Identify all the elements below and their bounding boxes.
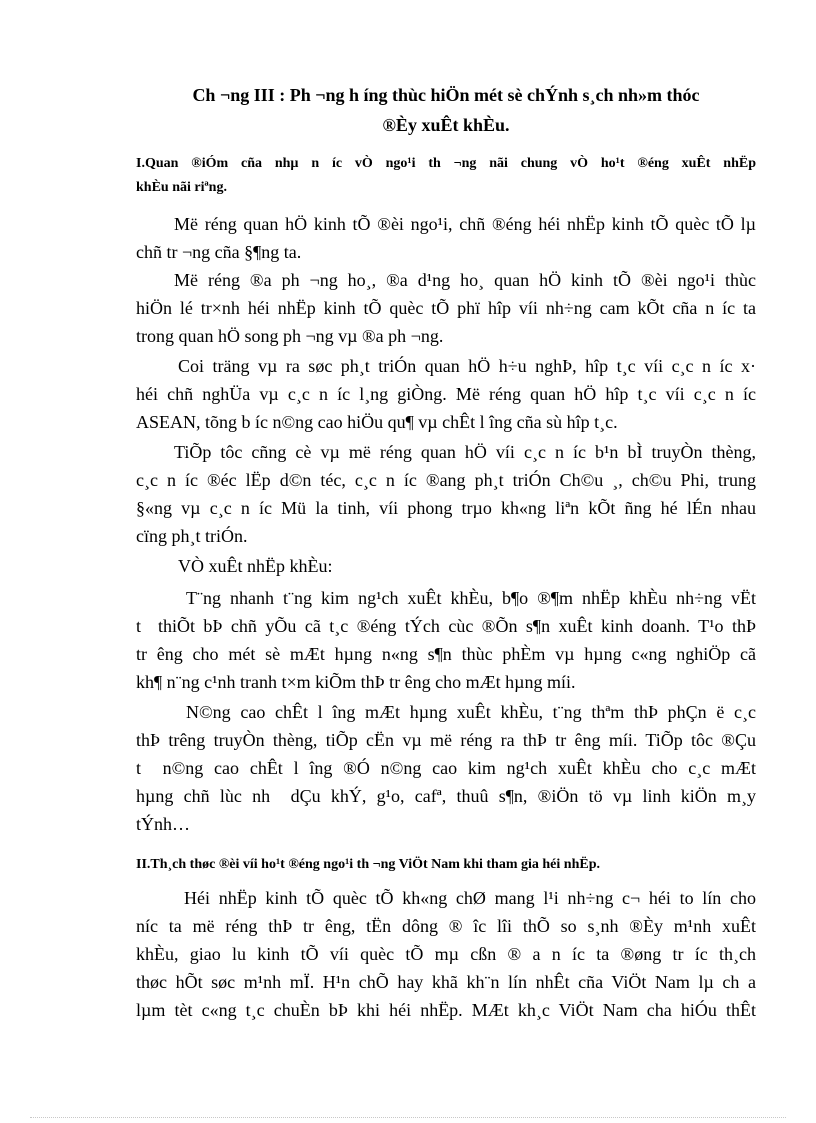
paragraph-line: tr êng cho mét sè mÆt hµng n«ng s¶n thùc phÈm vµ hµng c«ng nghiÖp cã xyxy=(136,644,756,664)
paragraph-line: thøc hÕt søc m¹nh mÏ. H¹n chÕ hay khã kh¨n lín nhÊt cña ViÖt Nam lµ ch a xyxy=(136,972,756,992)
paragraph-line: héi chñ nghÜa vµ c¸c n íc l¸ng giÒng. Më réng quan hÖ hîp t¸c víi c¸c n íc xyxy=(136,384,756,404)
paragraph-line: Më réng ®a ph ¬ng ho¸, ®a d¹ng ho¸ quan hÖ kinh tÕ ®èi ngo¹i thùc xyxy=(174,270,756,290)
paragraph-line: ASEAN, tõng b íc n©ng cao hiÖu qu¶ vµ chÊt l îng cña sù hîp t¸c. xyxy=(136,412,618,432)
paragraph-line: tÝnh… xyxy=(136,814,190,834)
page-bottom-divider xyxy=(30,1117,786,1118)
paragraph-line: t thiÕt bÞ chñ yÕu cã t¸c ®éng tÝch cùc ®Õn s¶n xuÊt kinh doanh. T¹o thÞ xyxy=(136,616,756,636)
paragraph-line: N©ng cao chÊt l îng mÆt hµng xuÊt khÈu, t¨ng thªm thÞ phÇn ë c¸c xyxy=(186,702,756,722)
paragraph-line: Héi nhËp kinh tÕ quèc tÕ kh«ng chØ mang l¹i nh÷ng c¬ héi to lín cho xyxy=(184,888,756,908)
paragraph-line: thÞ trêng truyÒn thèng, tiÕp cËn vµ më réng ra thÞ tr êng míi. TiÕp tôc ®Çu xyxy=(136,730,756,750)
section-1-heading-line-2: khÈu nãi riªng. xyxy=(136,180,227,195)
paragraph-line: cïng ph¸t triÓn. xyxy=(136,526,248,546)
paragraph-line: lµm tèt c«ng t¸c chuÈn bÞ khi héi nhËp. MÆt kh¸c ViÖt Nam cha hiÓu thÊt xyxy=(136,1000,756,1020)
chapter-title-line-1: Ch ¬ng III : Ph ¬ng h íng thùc hiÖn mét sè chÝnh s¸ch nh»m thóc xyxy=(192,85,700,105)
paragraph-line: Më réng quan hÖ kinh tÕ ®èi ngo¹i, chñ ®éng héi nhËp kinh tÕ quèc tÕ lµ xyxy=(174,214,756,234)
section-1-heading-line-1: I.Quan ®iÓm cña nhµ n íc vÒ ngo¹i th ¬ng nãi chung vÒ ho¹t ®éng xuÊt nhËp xyxy=(136,156,756,171)
paragraph-line: khÈu, giao lu kinh tÕ víi quèc tÕ mµ cßn ® a n íc ta ®øng tr íc th¸ch xyxy=(136,944,756,964)
paragraph-line: trong quan hÖ song ph ¬ng vµ ®a ph ¬ng. xyxy=(136,326,444,346)
paragraph-line: TiÕp tôc cñng cè vµ më réng quan hÖ víi c¸c n íc b¹n bÌ truyÒn thèng, xyxy=(174,442,756,462)
paragraph-line: VÒ xuÊt nhËp khÈu: xyxy=(178,556,333,576)
paragraph-line: níc ta më réng thÞ tr êng, tËn dông ® îc lîi thÕ so s¸nh ®Èy m¹nh xuÊt xyxy=(136,916,756,936)
paragraph-line: Coi träng vµ ra søc ph¸t triÓn quan hÖ h÷u nghÞ, hîp t¸c víi c¸c n íc x· xyxy=(178,356,756,376)
section-2-heading: II.Th¸ch thøc ®èi víi ho¹t ®éng ngo¹i th ¬ng ViÖt Nam khi tham gia héi nhËp. xyxy=(136,857,600,872)
paragraph-line: hiÖn lé tr×nh héi nhËp kinh tÕ quèc tÕ phï hîp víi nh÷ng cam kÕt cña n íc ta xyxy=(136,298,756,318)
paragraph-line: chñ tr ¬ng cña §¶ng ta. xyxy=(136,242,302,262)
paragraph-line: §«ng vµ c¸c n íc Mü la tinh, víi phong trµo kh«ng liªn kÕt ñng hé lÉn nhau xyxy=(136,498,756,518)
paragraph-line: t n©ng cao chÊt l îng ®Ó n©ng cao kim ng¹ch xuÊt khÈu cho c¸c mÆt xyxy=(136,758,756,778)
paragraph-line: kh¶ n¨ng c¹nh tranh t×m kiÕm thÞ tr êng cho mÆt hµng míi. xyxy=(136,672,576,692)
paragraph-line: T¨ng nhanh t¨ng kim ng¹ch xuÊt khÈu, b¶o ®¶m nhËp khÈu nh÷ng vËt xyxy=(186,588,756,608)
chapter-title-line-2: ®Èy xuÊt khÈu. xyxy=(382,115,510,135)
paragraph-line: c¸c n íc ®éc lËp d©n téc, c¸c n íc ®ang ph¸t triÓn Ch©u ¸, ch©u Phi, trung xyxy=(136,470,756,490)
paragraph-line: hµng chñ lùc nh dÇu khÝ, g¹o, cafª, thuû s¶n, ®iÖn tö vµ linh kiÖn m¸y xyxy=(136,786,756,806)
